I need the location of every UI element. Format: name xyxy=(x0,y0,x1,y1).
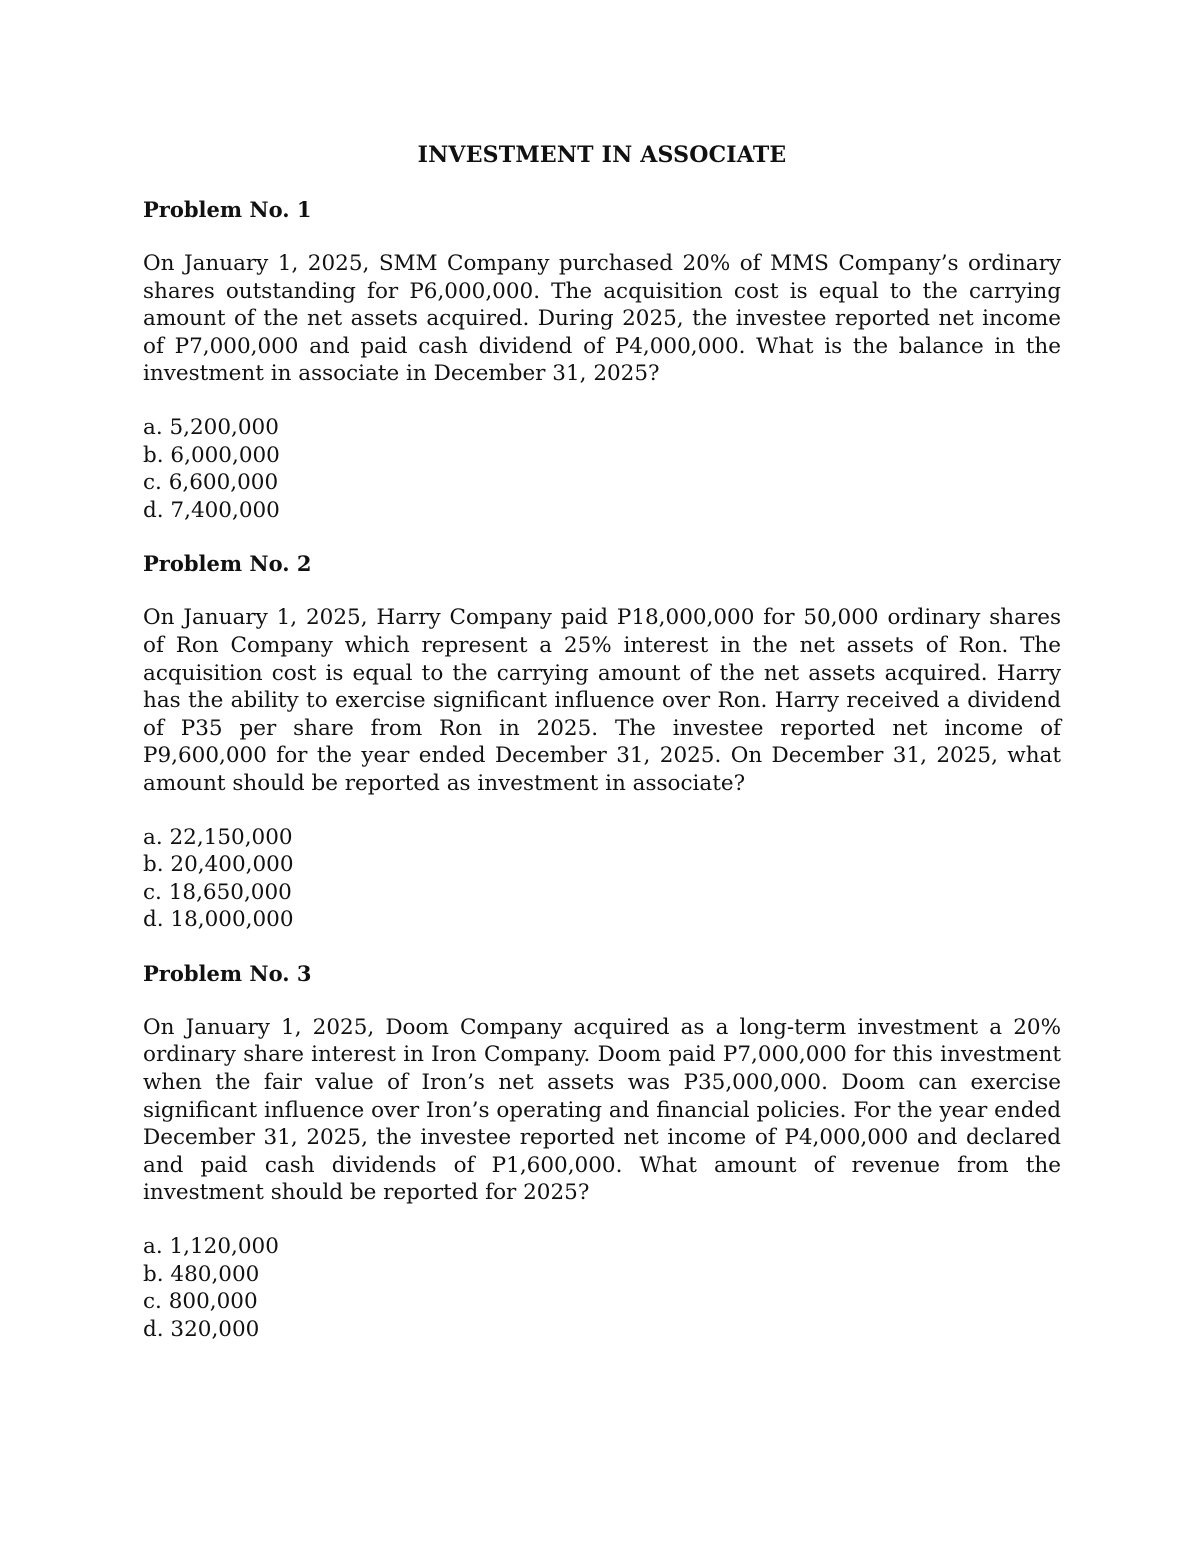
problem-text: On January 1, 2025, Doom Company acquired as a long-term investment a 20% ordinary share interest in Iron Company. Doom paid P7,000,000 for this investment when the fair value of Iron’s net assets was P35,000,000. Doom can exercise significant influence over Iron’s operating and financial policies. For the year ended December 31, 2025, the investee reported net income of P4,000,000 and declared and paid cash dividends of P1,600,000. What amount of revenue from the investment should be reported for 2025? xyxy=(143,1014,1061,1206)
answer-choices xyxy=(143,1233,1061,1343)
problem-heading: Problem No. 2 xyxy=(143,551,312,577)
problem-text: On January 1, 2025, SMM Company purchased 20% of MMS Company’s ordinary shares outstanding for P6,000,000. The acquisition cost is equal to the carrying amount of the net assets acquired. During 2025, the investee reported net income of P7,000,000 and paid cash dividend of P4,000,000. What is the balance in the investment in associate in December 31, 2025? xyxy=(143,251,1061,387)
problem-1 xyxy=(143,196,1061,524)
choice-b: b. 480,000 xyxy=(143,1261,260,1287)
problem-text: On January 1, 2025, Harry Company paid P18,000,000 for 50,000 ordinary shares of Ron Company which represent a 25% interest in the net assets of Ron. The acquisition cost is equal to the carrying amount of the net assets acquired. Harry has the ability to exercise significant influence over Ron. Harry received a dividend of P35 per share from Ron in 2025. The investee reported net income of P9,600,000 for the year ended December 31, 2025. On December 31, 2025, what amount should be reported as investment in associate? xyxy=(143,605,1061,796)
choice-d: d. 7,400,000 xyxy=(143,497,280,523)
answer-choices xyxy=(143,414,1061,524)
choice-a: a. 5,200,000 xyxy=(143,414,279,440)
choice-b: b. 20,400,000 xyxy=(143,852,294,878)
choice-c: c. 18,650,000 xyxy=(143,879,292,905)
choice-d: d. 320,000 xyxy=(143,1316,260,1342)
problem-heading: Problem No. 1 xyxy=(143,197,312,222)
choice-c: c. 800,000 xyxy=(143,1289,258,1315)
page-title: INVESTMENT IN ASSOCIATE xyxy=(417,142,787,168)
problem-3 xyxy=(143,960,1061,1344)
choice-b: b. 6,000,000 xyxy=(143,442,280,468)
problem-2 xyxy=(143,550,1061,934)
document-page xyxy=(143,140,1061,1369)
choice-a: a. 22,150,000 xyxy=(143,824,293,850)
choice-d: d. 18,000,000 xyxy=(143,907,294,933)
choice-c: c. 6,600,000 xyxy=(143,470,279,496)
problem-heading: Problem No. 3 xyxy=(143,960,312,986)
choice-a: a. 1,120,000 xyxy=(143,1234,279,1260)
answer-choices xyxy=(143,824,1061,934)
